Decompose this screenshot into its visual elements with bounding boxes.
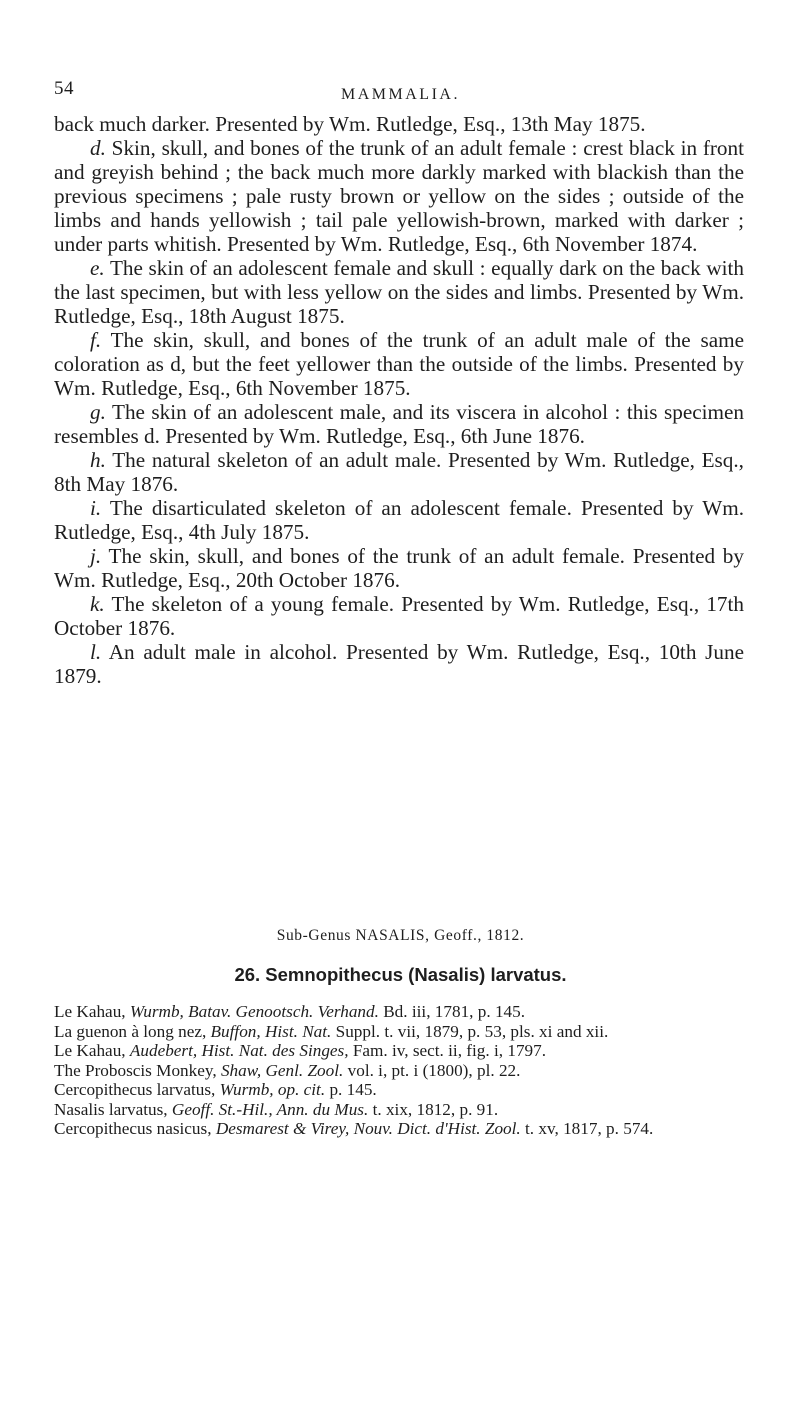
synonym-author: Desmarest & Virey, Nouv. Dict. d'Hist. Zool. bbox=[215, 1119, 521, 1138]
specimen-entry bbox=[54, 448, 744, 496]
synonymy-entry bbox=[54, 1080, 744, 1100]
specimen-list bbox=[54, 112, 744, 688]
specimen-entry bbox=[54, 136, 744, 256]
specimen-text: The skin, skull, and bones of the trunk of an adult female. Presented by Wm. Rutledge, Esq., 20th October 1876. bbox=[54, 544, 744, 592]
synonym-author: Wurmb, Batav. Genootsch. Verhand. bbox=[129, 1002, 379, 1021]
specimen-text: An adult male in alcohol. Presented by Wm. Rutledge, Esq., 10th June 1879. bbox=[54, 640, 744, 688]
specimen-text: The disarticulated skeleton of an adolescent female. Presented by Wm. Rutledge, Esq., 4th July 1875. bbox=[54, 496, 745, 544]
synonymy-entry bbox=[54, 1061, 744, 1081]
running-head: MAMMALIA. bbox=[341, 86, 460, 103]
synonymy-entry bbox=[54, 1041, 744, 1061]
specimen-text: Skin, skull, and bones of the trunk of an adult female : crest black in front and greyish behind ; the back much more darkly marked with blackish than the previous specimens ; pale rusty brown or yellow on the sides ; outside of the limbs and hands yellowish ; tail pale yellowish-brown, marked with darker ; under parts whitish. Presented by Wm. Rutledge, Esq., 6th November 1874. bbox=[54, 136, 745, 256]
specimen-entry bbox=[54, 400, 744, 448]
specimen-continuation bbox=[54, 112, 744, 136]
synonym-name: La guenon à long nez, bbox=[54, 1021, 207, 1041]
synonymy-entry bbox=[54, 1119, 744, 1139]
synonymy-entry bbox=[54, 1100, 744, 1120]
synonym-reference: Bd. iii, 1781, p. 145. bbox=[383, 1002, 526, 1021]
specimen-letter: k. bbox=[90, 592, 105, 616]
synonym-name: Le Kahau, bbox=[54, 1002, 126, 1021]
synonym-author: Geoff. St.-Hil., Ann. du Mus. bbox=[171, 1099, 369, 1119]
specimen-letter: f. bbox=[90, 328, 102, 352]
synonym-name: Le Kahau, bbox=[54, 1041, 126, 1060]
specimen-letter: h. bbox=[90, 448, 106, 472]
synonym-reference: Fam. iv, sect. ii, fig. i, 1797. bbox=[352, 1041, 547, 1060]
synonym-reference: t. xix, 1812, p. 91. bbox=[372, 1099, 499, 1119]
specimen-text: The skeleton of a young female. Presented by Wm. Rutledge, Esq., 17th October 1876. bbox=[54, 592, 744, 640]
specimen-letter: j. bbox=[90, 544, 102, 568]
specimen-letter: i. bbox=[90, 496, 102, 520]
specimen-letter: d. bbox=[90, 136, 106, 160]
subgenus-heading: Sub-Genus NASALIS, Geoff., 1812. bbox=[276, 927, 525, 944]
synonymy-entry bbox=[54, 1022, 744, 1042]
specimen-letter: l. bbox=[90, 640, 102, 664]
specimen-entry bbox=[54, 256, 744, 328]
synonym-name: Cercopithecus larvatus, bbox=[54, 1080, 216, 1099]
specimen-text: The skin of an adolescent female and skull : equally dark on the back with the last specimen, but with less yellow on the sides and limbs. Presented by Wm. Rutledge, Esq., 18th August 1875. bbox=[54, 256, 745, 328]
synonym-author: Buffon, Hist. Nat. bbox=[210, 1021, 332, 1041]
specimen-letter: g. bbox=[90, 400, 106, 424]
synonym-author: Shaw, Genl. Zool. bbox=[220, 1060, 344, 1080]
synonym-name: The Proboscis Monkey, bbox=[54, 1060, 217, 1080]
synonymy-entry bbox=[54, 1002, 744, 1022]
synonym-name: Nasalis larvatus, bbox=[54, 1099, 168, 1119]
specimen-entry bbox=[54, 640, 744, 688]
specimen-text: The skin of an adolescent male, and its viscera in alcohol : this specimen resembles d. Presented by Wm. Rutledge, Esq., 6th June 1876. bbox=[54, 400, 744, 448]
synonym-reference: vol. i, pt. i (1800), pl. 22. bbox=[347, 1060, 521, 1080]
synonym-reference: p. 145. bbox=[329, 1080, 377, 1099]
synonym-author: Audebert, Hist. Nat. des Singes, bbox=[129, 1041, 349, 1060]
specimen-text: The natural skeleton of an adult male. Presented by Wm. Rutledge, Esq., 8th May 1876. bbox=[54, 448, 744, 496]
specimen-text: back much darker. Presented by Wm. Rutledge, Esq., 13th May 1875. bbox=[54, 112, 646, 136]
species-heading: 26. Semnopithecus (Nasalis) larvatus. bbox=[234, 964, 567, 985]
synonym-reference: Suppl. t. vii, 1879, p. 53, pls. xi and xii. bbox=[335, 1021, 609, 1041]
synonym-author: Wurmb, op. cit. bbox=[219, 1080, 326, 1099]
specimen-entry bbox=[54, 592, 744, 640]
specimen-entry bbox=[54, 496, 744, 544]
specimen-entry bbox=[54, 328, 744, 400]
synonym-name: Cercopithecus nasicus, bbox=[54, 1119, 212, 1138]
specimen-entry bbox=[54, 544, 744, 592]
specimen-text: The skin, skull, and bones of the trunk of an adult male of the same coloration as d, but the feet yellower than the outside of the limbs. Presented by Wm. Rutledge, Esq., 6th November 1875. bbox=[54, 328, 744, 400]
specimen-letter: e. bbox=[90, 256, 105, 280]
synonymy-list bbox=[54, 1002, 744, 1139]
synonym-reference: t. xv, 1817, p. 574. bbox=[525, 1119, 654, 1138]
page-number: 54 bbox=[54, 78, 74, 99]
